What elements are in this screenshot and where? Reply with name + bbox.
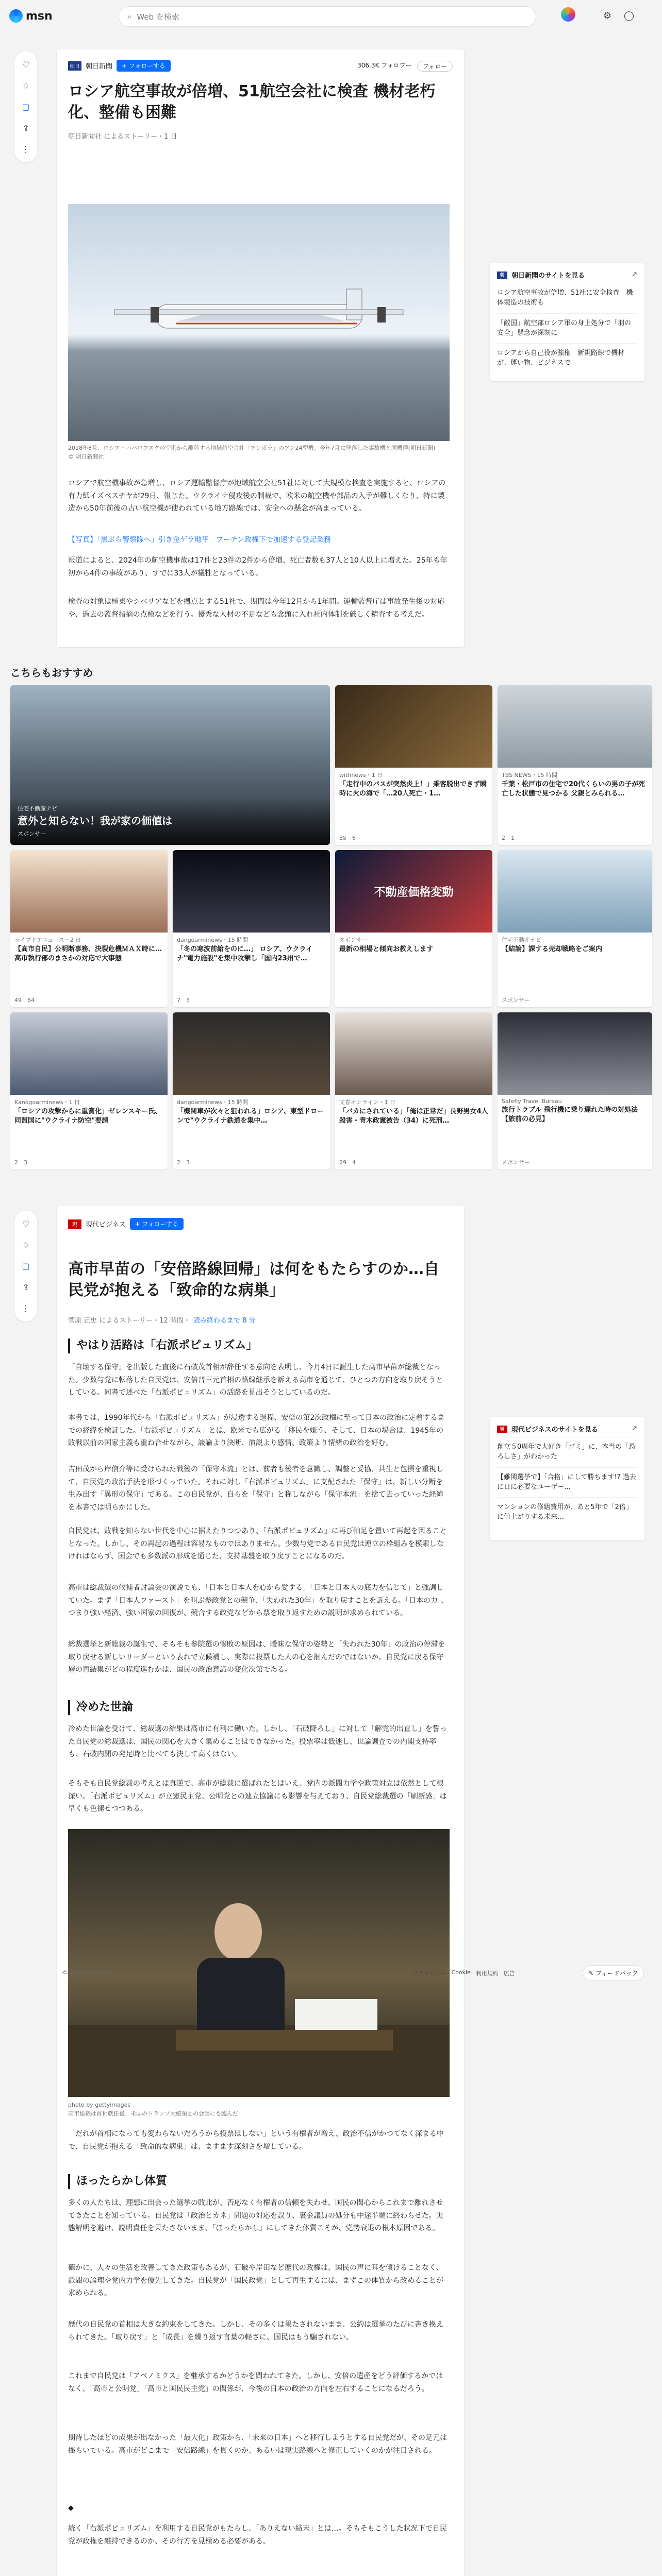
article-action-rail xyxy=(14,52,37,162)
publisher-logo: 現 xyxy=(68,1219,81,1229)
speaker-photo-graphic xyxy=(68,1829,450,2097)
share-icon[interactable]: ⇪ xyxy=(22,1282,29,1292)
dislike-icon[interactable]: ♢ xyxy=(22,1240,30,1250)
account-icon[interactable]: ◯ xyxy=(623,10,634,21)
publisher-logo: 朝日 xyxy=(68,61,81,71)
article-paragraph: 自民党は、敗戦を知らない世代を中心に据えたりつつあり、「右派ポピュリズム」に再び軸足を置いて再起を図ることとなった。しかし、その再起の過程は容易なものではありません。少数与党である自民党は連立の枠組みを模索しなければならず、国会でも多数派の形成を通じた、支持基盤を取り戻すことになるのだ。 xyxy=(68,1527,447,1561)
cookie-link[interactable]: Cookie xyxy=(451,1969,471,1976)
sidebar-header[interactable]: 朝 朝日新聞のサイトを見る ↗ xyxy=(497,270,637,280)
more-icon[interactable]: ⋮ xyxy=(22,144,30,154)
top-bar xyxy=(0,0,662,33)
publisher-name[interactable]: 朝日新聞 xyxy=(86,63,113,71)
copilot-icon[interactable] xyxy=(561,7,575,22)
article-title: ロシア航空事故が倍増、51航空会社に検査 機材老朽化、整備も困難 xyxy=(68,82,436,122)
article-paragraph: 冷めた世論を受けて、総裁選の結果は高市に有利に働いた。しかし、「石破降ろし」に対して「解党的出直し」を誓った自民党の総裁選は、国民の関心を大きく集めることはできなかった。投票率は低迷し、世論調査での内閣支持率も、石破内閣の発足時と比べても決して高くはない。 xyxy=(68,1725,447,1758)
article-paragraph: 「自壊する保守」を出版した直後に石破茂首相が辞任する意向を表明し、今月4日に誕生した高市早苗が総裁となった。少数与党に転落した自民党は、安倍晋三元首相の路線継承を訴える高市を通じて、ひとつの方向を取り戻そうとしている。同書で述べた「右派ポピュリズム」の活路を見出そうとしているのだ。 xyxy=(68,1363,443,1397)
external-link-icon: ↗ xyxy=(632,271,637,279)
recommendation-tile[interactable]: 住宅不動産ナビ 【結論】課する売却戦略をご案内 スポンサー xyxy=(498,850,652,1007)
section-heading: やはり活路は「右派ポピュリズム」 xyxy=(68,1338,258,1353)
article-paragraph: 続く「右派ポピュリズム」を利用する自民党がもたらし、「ありえない結末」とは…。そもそもこうした状況下で自民党が政権を維持できるのか、その行方を見極める必要がある。 xyxy=(68,2524,447,2546)
search-input[interactable]: Web を検索 xyxy=(137,12,179,22)
tile-title: 意外と知らない！我が家の価値は xyxy=(18,815,172,827)
sidebar-item[interactable]: 【難関選挙で】「合格」にして勝ちます!? 過去に日に必要なユーザー… xyxy=(497,1467,637,1498)
article-paragraph: 総裁選挙と新総裁の誕生で、そもそも参院選の惨敗の原因は、曖昧な保守の姿勢と「失われた30年」の政治の停滞を取り戻せる新しいリーダーという表れで立候補し、実際に投票した人の心を掴んだのではないか。自民党に戻る保守層の再結集がどの程度進むかは、国民の政治意識の変化次第である。 xyxy=(68,1640,445,1674)
feedback-button[interactable]: ✎ フィードバック xyxy=(583,1965,644,1980)
article-byline: 菅原 正史 によるストーリー・12 時間・ 読み終わるまで 8 分 xyxy=(68,1315,256,1325)
ads-link[interactable]: 広告 xyxy=(503,1970,515,1977)
tile-title: 「走行中のバスが突然炎上！」乗客脱出できず瞬時に火の海で「…20人死亡・1… xyxy=(339,781,487,798)
tile-title: 千葉・松戸市の住宅で20代くらいの男の子が死亡した状態で見つかる 父親とみられる… xyxy=(502,781,646,798)
comment-icon[interactable]: ▢ xyxy=(22,1261,30,1271)
publisher-sidebar xyxy=(490,1417,644,1540)
airplane-graphic xyxy=(68,204,450,441)
publisher-logo: 朝 xyxy=(497,272,507,279)
article-byline: 朝日新聞社 によるストーリー・1 日 xyxy=(68,133,177,141)
publisher-row xyxy=(68,1218,184,1230)
reading-time: 読み終わるまで 8 分 xyxy=(193,1317,256,1325)
tile-title: 【結論】課する売却戦略をご案内 xyxy=(502,945,603,953)
tile-image xyxy=(173,1012,330,1095)
article-hero-image xyxy=(68,204,450,441)
copyright: © 2025 Microsoft xyxy=(62,1969,112,1976)
msn-logo[interactable]: msn xyxy=(9,9,53,23)
image-credit: © 朝日新聞社 xyxy=(68,453,104,460)
follow-button-secondary[interactable]: フォロー xyxy=(417,61,453,72)
tile-title: 【高市自民】公明断事務、決裂危機ＭＡＸ時に…高市執行部のまさかの対応で大事態 xyxy=(14,945,162,963)
tile-image xyxy=(173,850,330,933)
tile-image xyxy=(498,850,652,933)
tile-title: 最新の相場と傾向お教えします xyxy=(339,945,434,953)
tile-title: 「ロシアの攻撃からに重賞化」ゼレンスキー氏、同盟国に"ウクライナ防空"要請 xyxy=(14,1108,162,1125)
sidebar-header[interactable]: 現 現代ビジネスのサイトを見る ↗ xyxy=(497,1424,637,1434)
article-card xyxy=(57,1206,464,2576)
share-icon[interactable]: ⇪ xyxy=(22,123,29,133)
tile-image xyxy=(10,850,168,933)
tile-title: 「冬の寒波前給をのに…」 ロシア、ウクライナ"電力施設"を集中攻撃し「国内23州で… xyxy=(177,945,313,963)
article-paragraph: 多くの人たちは、理想に出会った選挙の敗北が、否応なく有権者の信頼を失わせ、国民の関心からこれまで離れさせてきたことを知っている。自民党は「政治とカネ」問題の対応を誤り、裏金議員の処分も中途半端に終わらせた。実態解明を避け、説明責任を果たさないまま、「ほったらかし」にしてきた体質こそが、党勢衰退の根本原因である。 xyxy=(68,2199,443,2232)
tile-title: 「機関車が次々と狙われる」ロシア、東型ドローンで"ウクライナ鉄道を集中… xyxy=(177,1108,324,1125)
tile-title: 「バカにされている」「俺は正常だ」長野男女4人殺害・青木政憲被告（34）に死刑… xyxy=(339,1108,488,1125)
external-link-icon: ↗ xyxy=(632,1425,637,1433)
comment-icon[interactable]: ▢ xyxy=(22,102,30,112)
more-icon[interactable]: ⋮ xyxy=(22,1303,30,1313)
like-icon[interactable]: ♡ xyxy=(22,1219,30,1229)
recommendation-tile-large[interactable] xyxy=(10,685,330,845)
privacy-link[interactable]: プライバシー xyxy=(412,1970,446,1977)
settings-icon[interactable]: ⚙ xyxy=(603,10,611,21)
article-paragraph: 高市は総裁選の候補者討論会の演説でも、「日本と日本人を心から愛する」「日本と日本人の底力を信じて」と強調していた。まず「日本人ファースト」を叫ぶ参政党との競争、「失われた30年」を取り戻すことを訴える。「日本の力」、つまり強い経済、強い国家の回復が、競合する政党などから票を取り返すための説明が求められている。 xyxy=(68,1584,449,1617)
search-box[interactable] xyxy=(119,6,536,27)
tile-overlay: 住宅不動産ナビ 意外と知らない！我が家の価値は スポンサー xyxy=(10,797,330,845)
sidebar-item[interactable]: ロシア航空事故が倍増、51社に安全検査 機体製造の技術も xyxy=(497,283,637,313)
footer-links xyxy=(412,1969,515,1977)
recommendation-tile[interactable]: 不動産価格変動 スポンサー 最新の相場と傾向お教えします xyxy=(335,850,492,1007)
sidebar-item[interactable]: ロシアから自己役が強権 新規路線で機材が、運い物、ビジネスで xyxy=(497,343,637,374)
tile-image xyxy=(10,1012,168,1095)
sidebar-item[interactable]: 創立５0周年で大好き「ゴミ」に、本当の「恐ろしさ」がわかった xyxy=(497,1437,637,1467)
article-card xyxy=(57,49,464,647)
article-title: 高市早苗の「安倍路線回帰」は何をもたらすのか…自民党が抱える「致命的な病巣」 xyxy=(68,1260,439,1299)
article-action-rail xyxy=(14,1211,37,1321)
recommendation-tile[interactable]: Kanogoarminews・1 日 「ロシアの攻撃からに重賞化」ゼレンスキー氏、同盟国に"ウクライナ防空"要請 2 3 xyxy=(10,1012,168,1170)
tile-title: 旅行トラブル 飛行機に乗り遅れた時の対処法【旅前の必見】 xyxy=(502,1106,638,1124)
separator: ◆ xyxy=(68,2504,74,2512)
article-paragraph: これまで自民党は「アベノミクス」を継承するかどうかを問われてきた。しかし、安倍の遺産をどう評価するかではなく、「高市と公明党」「高市と国民民主党」の関係が、今後の日本の政治の方向を左右することになるだろう。 xyxy=(68,2372,443,2393)
tile-image xyxy=(335,1012,492,1095)
follower-box: 306.3K フォロワー フォロー xyxy=(357,61,453,72)
publisher-sidebar xyxy=(490,263,644,381)
article-paragraph: ロシアで航空機事故が急増し、ロシア運輸監督庁が地域航空会社51社に対して大規模な検査を実施すると、ロシアの有力紙イズベスチヤが29日、報じた。ウクライナ侵攻後の制裁で、欧米の航空機や部品の入手が難しくなり、特に製造から50年前後の古い航空機が使われている地方路線では、安全への懸念が高まっている。 xyxy=(68,479,446,513)
recommendation-tile[interactable]: dangoarminews・15 時間 「機関車が次々と狙われる」ロシア、東型ドローンで"ウクライナ鉄道を集中… 2 3 xyxy=(173,1012,330,1170)
recommendation-tile[interactable]: ライブドアニュース・2 日 【高市自民】公明断事務、決裂危機ＭＡＸ時に…高市執行部のまさかの対応で大事態 49 64 xyxy=(10,850,168,1007)
msn-logo-icon xyxy=(9,9,23,23)
tile-image xyxy=(498,685,652,768)
article-paragraph: 期待したほどの成果が出なかった「最大化」政策から、「未来の日本」へと移行しようとする自民党だが、その足元は揺らいでいる。高市がどこまで「安倍路線」を貫くのか、あるいは現実路線へと修正していくのかが注目される。 xyxy=(68,2434,447,2455)
search-icon: ⌕ xyxy=(127,12,132,21)
recommendation-tile[interactable]: withnews・1 日 「走行中のバスが突然炎上！」乗客脱出できず瞬時に火の海で「…20人死亡・1… 35 6 xyxy=(335,685,492,845)
recommendation-tile[interactable]: Safefly Travel Bureau 旅行トラブル 飛行機に乗り遅れた時の対処法【旅前の必見】 スポンサー xyxy=(498,1012,652,1170)
article-paragraph: 報道によると、2024年の航空機事故は17件と23件の2件から倍増、死亡者数も37人と10人以上に増えた。25年も年初から4件の事故があり、すでに33人が犠牲となっている。 xyxy=(68,556,448,578)
article-paragraph: 本書では、1990年代から「右派ポピュリズム」が浸透する過程、安倍の第2次政権に至って日本の政治に定着するまでの経緯を検証した。「右派ポピュリズム」とは、欧米でも広がる「移民を嫌う、そして、日本の場合は、1945年の敗戦以前の国家主義も重ね合せながら、談論より決断、演説より感情、政策より情緒の政治を好む。 xyxy=(68,1414,445,1447)
image-caption: 2018年8月、ロシア・ハバロフスクの空港から離陸する地域航空会社「アンガラ」のアン24型機。今年7月に墜落した事故機と同機種(朝日新聞) © 朝日新聞社 xyxy=(68,444,450,461)
recommendation-tile[interactable]: dangoarminews・15 時間 「冬の寒波前給をのに…」 ロシア、ウクライナ"電力施設"を集中攻撃し「国内23州で… 7 3 xyxy=(173,850,330,1007)
article-paragraph: 確かに、人々の生活を改善してきた政策もあるが、石破や岸田など歴代の政権は、国民の声に耳を傾けることなく、派閥の論理や党内力学を優先してきた。自民党が「国民政党」として再生するには、まずこの体質から改めることが求められる。 xyxy=(68,2264,443,2297)
article-paragraph: 歴代の自民党の首相は大きな約束をしてきた。しかし、その多くは果たされないまま、公約は選挙のたびに書き換えられてきた。「取り戻す」と「成長」を繰り返す言葉の軽さに、国民はもう騙されない。 xyxy=(68,2320,443,2342)
dislike-icon[interactable]: ♢ xyxy=(22,81,30,91)
related-link[interactable]: 【写真】「黒ぶら警察隊へ」引き金ゲラ地平 プーチン政権下で加速する登記業務 xyxy=(68,536,331,544)
publisher-name[interactable]: 現代ビジネス xyxy=(86,1221,126,1229)
publisher-logo: 現 xyxy=(497,1426,507,1433)
article-paragraph: 「だれが首相になっても変わらないだろうから投票はしない」という有権者が増え、政治不信がかつてなく深まる中で、自民党が抱える「致命的な病巣」は、ますます深刻さを増している。 xyxy=(68,2130,444,2151)
tile-image xyxy=(335,685,492,768)
follow-button[interactable]: + フォローする xyxy=(130,1218,184,1230)
tile-image: 不動産価格変動 xyxy=(335,850,492,933)
tile-image xyxy=(498,1012,652,1095)
article-image xyxy=(68,1829,450,2097)
section-heading: ほったらかし体質 xyxy=(68,2174,167,2189)
sidebar-item[interactable]: マンションの修繕費用が、あと5年で「2倍」に値上がりする未来… xyxy=(497,1497,637,1528)
sidebar-item[interactable]: 「敵国」航空部ロシア軍の身上処分で「羽の安全」懸念が深刻に xyxy=(497,313,637,344)
publisher-row xyxy=(68,60,171,72)
like-icon[interactable]: ♡ xyxy=(22,60,30,70)
article-paragraph: 検査の対象は極東やシベリアなどを拠点とする51社で、期間は今年12月から1年間。運輸監督庁は事故発生後の対応や、過去の監督指摘の点検などを行う。優秀な人材の不足なども念頭に入れ社内体制を厳しく精査する考えだ。 xyxy=(68,598,445,619)
article-paragraph: 吉田茂から岸信介等に受けられた戦後の「保守本流」とは、前者も後者を意識し、調整と妥協、共生と包摂を重視して、自民党の政治手法を形づくっていた。それに対し「右派ポピュリズム」に支配された「保守」は、新しい分断を生み出す「異形の保守」である。この自民党が、自らを「保守」と称しながら「保守本流」を捨て去っていった経緯を本書では明らかにした。 xyxy=(68,1465,443,1512)
recommendation-tile[interactable]: 文春オンライン・1 日 「バカにされている」「俺は正常だ」長野男女4人殺害・青木政憲被告（34）に死刑… 29 4 xyxy=(335,1012,492,1170)
image-caption: photo by gettyimages 高市総裁は首相就任後、米国のトランプ大統領との会談にも臨んだ xyxy=(68,2102,238,2117)
follow-button[interactable]: + フォローする xyxy=(117,60,171,72)
feedback-icon: ✎ xyxy=(588,1970,595,1977)
recommendations-heading: こちらもおすすめ xyxy=(10,667,93,679)
terms-link[interactable]: 利用規約 xyxy=(475,1970,499,1977)
article-paragraph: そもそも自民党総裁の考えとは真逆で、高市が総裁に選ばれたとはいえ、党内の派閥力学や政策対立は依然として根深い。「右派ポピュリズム」が立憲民主党、公明党との連立協議にも影響を与えており、自民党総裁選の「刷新感」は早くも色褪せつつある。 xyxy=(68,1780,447,1813)
section-heading: 冷めた世論 xyxy=(68,1700,133,1715)
recommendation-tile[interactable]: TBS NEWS・15 時間 千葉・松戸市の住宅で20代くらいの男の子が死亡した状態で見つかる 父親とみられる… 2 1 xyxy=(498,685,652,845)
